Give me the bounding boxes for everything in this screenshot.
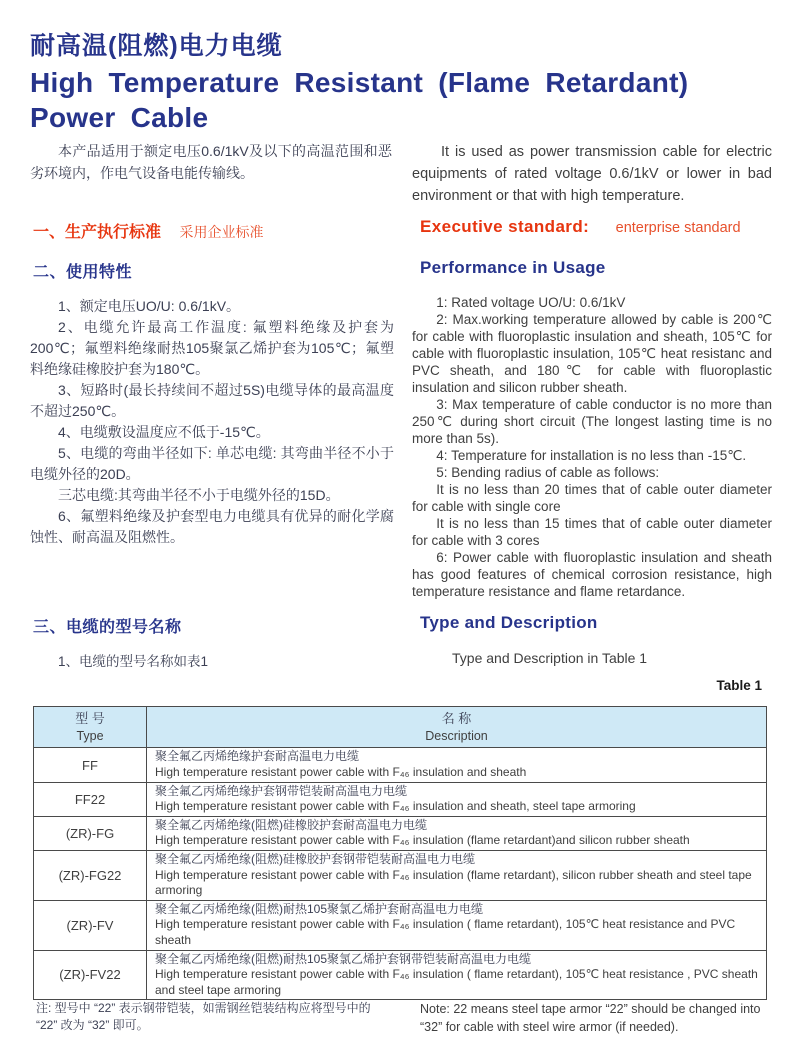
cell-description [147, 816, 767, 850]
header-description [147, 707, 767, 748]
desc-en: High temperature resistant power cable with F₄₆ insulation ( flame retardant), 105℃ heat resistance , PVC sheath and steel tape armoring [155, 967, 758, 997]
standard-value-zh: 采用企业标准 [179, 224, 264, 240]
table-header-row [34, 707, 767, 748]
cell-type: (ZR)-FG [34, 816, 147, 850]
standard-heading-en: Executive standard: [420, 217, 590, 236]
cell-type: FF [34, 748, 147, 782]
table-row [34, 748, 767, 782]
header-desc-zh: 名 称 [441, 711, 472, 726]
table-row [34, 816, 767, 850]
cell-description [147, 782, 767, 816]
page-title-en: High Temperature Resistant (Flame Retardant) Power Cable [30, 67, 689, 133]
type-heading-zh: 三、电缆的型号名称 [33, 619, 182, 636]
intro-paragraph-zh: 本产品适用于额定电压0.6/1kV及以下的高温范围和恶劣环境内，作电气设备电能传输线。 [30, 143, 392, 182]
desc-zh: 聚全氟乙丙烯绝缘(阻燃)耐热105聚氯乙烯护套钢带铠装耐高温电力电缆 [155, 951, 532, 966]
cell-description [147, 900, 767, 950]
header-type-en: Type [76, 728, 104, 743]
standard-value-en: enterprise standard [615, 220, 741, 236]
desc-en: High temperature resistant power cable with F₄₆ insulation and sheath [155, 765, 527, 780]
type-subline-en: Type and Description in Table 1 [452, 650, 648, 666]
table-caption: Table 1 [716, 678, 762, 693]
cell-type: FF22 [34, 782, 147, 816]
header-type [34, 707, 147, 748]
intro-paragraph-en: It is used as power transmission cable for electric equipments of rated voltage 0.6/1kV or lower in bad environment or that with high temperature. [412, 144, 772, 204]
cell-description [147, 748, 767, 782]
usage-item-en: 1: Rated voltage UO/U: 0.6/1kV [436, 295, 626, 310]
usage-list-zh [30, 296, 394, 548]
usage-item-zh: 5、电缆的弯曲半径如下: 单芯电缆: 其弯曲半径不小于电缆外径的20D。 [30, 445, 394, 482]
desc-zh: 聚全氟乙丙烯绝缘(阻燃)耐热105聚氯乙烯护套耐高温电力电缆 [155, 901, 484, 916]
usage-list-en [412, 294, 772, 600]
footnote-zh: 注: 型号中 “22” 表示钢带铠装，如需钢丝铠装结构应将型号中的 “22” 改为 “32” 即可。 [36, 1001, 371, 1033]
cell-type: (ZR)-FG22 [34, 850, 147, 900]
usage-item-en: It is no less than 20 times that of cable outer diameter for cable with single core [412, 482, 772, 514]
desc-en: High temperature resistant power cable with F₄₆ insulation (flame retardant)and silicon rubber sheath [155, 833, 690, 848]
cell-description [147, 850, 767, 900]
table-row [34, 850, 767, 900]
usage-item-en: 3: Max temperature of cable conductor is no more than 250℃ during short circuit (The longest lasting time is no more than 5s). [412, 397, 772, 446]
usage-item-zh: 6、氟塑料绝缘及护套型电力电缆具有优异的耐化学腐蚀性、耐高温及阻燃性。 [30, 508, 394, 545]
table-row [34, 900, 767, 950]
usage-item-en: 2: Max.working temperature allowed by cable is 200℃ for cable with fluoroplastic insulation and sheath, 105℃ for cable with fluoroplastic insulation, 105℃ heat resistanc and PVC sheath, and 180℃ for cable with fluoroplastic insulation and silicon rubber sheath. [412, 312, 772, 395]
desc-zh: 聚全氟乙丙烯绝缘(阻燃)硅橡胶护套耐高温电力电缆 [155, 817, 427, 832]
type-description-table [33, 706, 767, 1000]
usage-heading-zh: 二、使用特性 [33, 264, 133, 281]
desc-zh: 聚全氟乙丙烯绝缘护套钢带铠装耐高温电力电缆 [155, 783, 408, 798]
desc-zh: 聚全氟乙丙烯绝缘(阻燃)硅橡胶护套钢带铠装耐高温电力电缆 [155, 851, 475, 866]
desc-en: High temperature resistant power cable with F₄₆ insulation and sheath, steel tape armoring [155, 799, 636, 814]
table-row [34, 950, 767, 1000]
usage-item-en: 5: Bending radius of cable as follows: [436, 465, 660, 480]
standard-row-zh [33, 219, 263, 242]
usage-item-zh: 三芯电缆:其弯曲半径不小于电缆外径的15D。 [58, 487, 340, 503]
usage-heading-en: Performance in Usage [420, 258, 606, 277]
usage-item-zh: 4、电缆敷设温度应不低于-15℃。 [58, 424, 270, 440]
usage-item-zh: 2、电缆允许最高工作温度: 氟塑料绝缘及护套为200℃；氟塑料绝缘耐热105聚氯乙烯护套为105℃；氟塑料绝缘硅橡胶护套为180℃。 [30, 319, 394, 377]
cell-description [147, 950, 767, 1000]
table-row [34, 782, 767, 816]
usage-item-zh: 3、短路时(最长持续间不超过5S)电缆导体的最高温度不超过250℃。 [30, 382, 394, 419]
footnote-en: Note: 22 means steel tape armor “22” should be changed into “32” for cable with steel wire armor (if needed). [420, 1002, 761, 1035]
standard-row-en [420, 217, 741, 237]
usage-item-en: It is no less than 15 times that of cable outer diameter for cable with 3 cores [412, 516, 772, 548]
desc-zh: 聚全氟乙丙烯绝缘护套耐高温电力电缆 [155, 749, 360, 764]
desc-en: High temperature resistant power cable with F₄₆ insulation ( flame retardant), 105℃ heat resistance and PVC sheath [155, 917, 736, 947]
desc-en: High temperature resistant power cable with F₄₆ insulation (flame retardant), silicon rubber sheath and steel tape armoring [155, 867, 752, 898]
standard-heading-zh: 一、生产执行标准 [33, 224, 162, 241]
header-type-zh: 型 号 [75, 711, 105, 726]
usage-item-en: 6: Power cable with fluoroplastic insulation and sheath has good features of chemical corrosion resistance, high temperature resistance and flame retardance. [412, 550, 772, 599]
page-title-zh: 耐高温(阻燃)电力电缆 [30, 32, 283, 60]
usage-item-en: 4: Temperature for installation is no less than -15℃. [436, 448, 747, 463]
cell-type: (ZR)-FV [34, 900, 147, 950]
usage-item-zh: 1、额定电压UO/U: 0.6/1kV。 [58, 298, 241, 314]
type-heading-en: Type and Description [420, 613, 598, 632]
header-desc-en: Description [425, 728, 488, 743]
title-block [30, 26, 778, 135]
type-subline-zh: 1、电缆的型号名称如表1 [58, 654, 209, 669]
cell-type: (ZR)-FV22 [34, 950, 147, 1000]
